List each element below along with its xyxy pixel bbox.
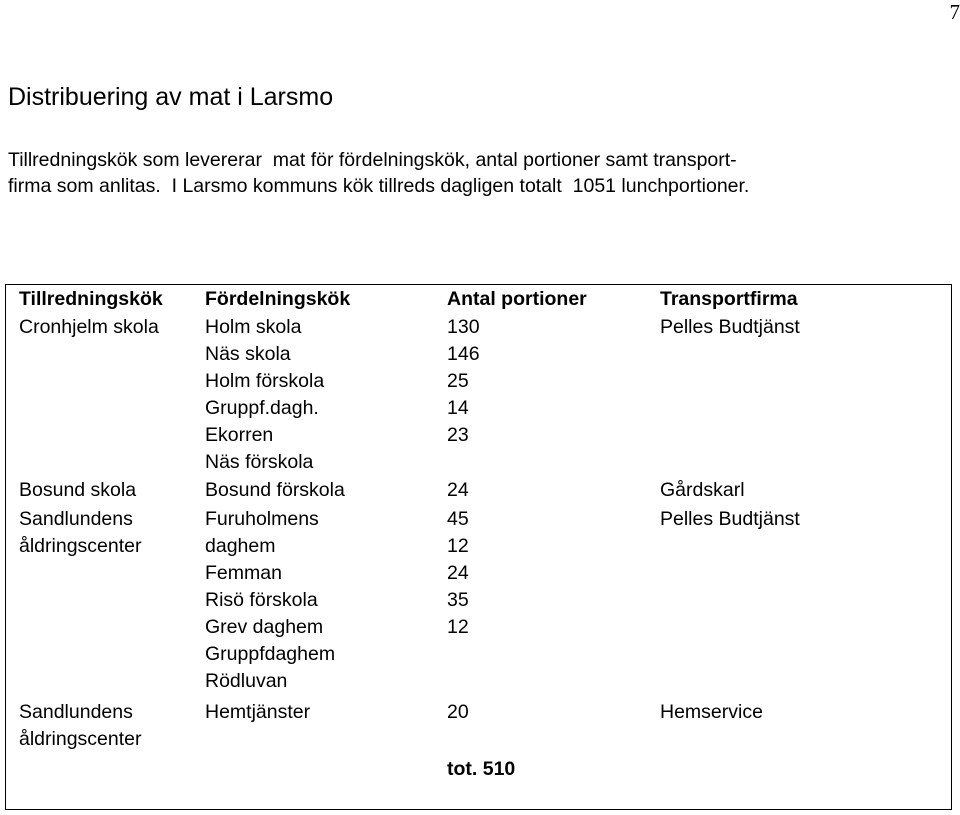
distribution-kitchen: Femman [205,562,282,584]
distribution-kitchen: Holm förskola [205,370,325,392]
row3-portions [447,506,469,641]
row1-transport [660,314,800,341]
kitchen-name: Sandlundens [19,508,133,530]
row4-distribution [205,699,310,726]
distribution-kitchen: Gruppfdaghem [205,643,336,665]
distribution-table [5,284,952,810]
portion-count: 20 [447,701,469,723]
header-transportfirma: Transportfirma [660,288,798,310]
row2-kitchen [19,477,136,504]
distribution-kitchen: Grev daghem [205,616,324,638]
distribution-kitchen: daghem [205,535,276,557]
kitchen-name: åldringscenter [19,535,142,557]
row4-portions [447,699,469,726]
page-number: 7 [949,0,960,24]
header-fordelningskok: Fördelningskök [205,288,351,310]
portion-count: 12 [447,616,469,638]
kitchen-name: åldringscenter [19,728,142,750]
row4-kitchen [19,699,141,753]
row3-transport [660,506,800,533]
distribution-kitchen: Hemtjänster [205,701,311,723]
row2-distribution [205,477,345,504]
distribution-kitchen: Risö förskola [205,589,318,611]
distribution-kitchen: Furuholmens [205,508,319,530]
row2-transport [660,477,745,504]
portion-count: 35 [447,589,469,611]
row1-portions [447,314,480,449]
row4-transport [660,699,763,726]
distribution-kitchen: Näs förskola [205,451,314,473]
distribution-kitchen: Ekorren [205,424,274,446]
distribution-kitchen: Bosund förskola [205,479,345,501]
header-tillredningskok: Tillredningskök [19,288,163,310]
transport-company: Pelles Budtjänst [660,508,800,530]
transport-company: Pelles Budtjänst [660,316,800,338]
portion-count: 24 [447,562,469,584]
portions-total: tot. 510 [447,758,516,780]
portion-count: 25 [447,370,469,392]
kitchen-name: Bosund skola [19,479,137,501]
row2-portions [447,477,469,504]
portion-count: 130 [447,316,480,338]
portion-count: 45 [447,508,469,530]
distribution-kitchen: Gruppf.dagh. [205,397,319,419]
transport-company: Gårdskarl [660,479,745,501]
document-heading: Distribuering av mat i Larsmo [8,83,334,111]
row1-kitchen [19,314,159,341]
transport-company: Hemservice [660,701,763,723]
distribution-kitchen: Näs skola [205,343,291,365]
kitchen-name: Cronhjelm skola [19,316,159,338]
portion-count: 24 [447,479,469,501]
portion-count: 12 [447,535,469,557]
portion-count: 14 [447,397,469,419]
kitchen-name: Sandlundens [19,701,133,723]
row3-distribution [205,506,335,695]
distribution-kitchen: Holm skola [205,316,302,338]
portion-count: 23 [447,424,469,446]
intro-line-2: firma som anlitas. I Larsmo kommuns kök tillreds dagligen totalt 1051 lunchportioner. [8,175,750,197]
row1-distribution [205,314,324,476]
distribution-kitchen: Rödluvan [205,670,288,692]
portion-count: 146 [447,343,480,365]
intro-line-1: Tillredningskök som levererar mat för fördelningskök, antal portioner samt transport- [8,149,737,171]
header-antal-portioner: Antal portioner [447,288,587,310]
row3-kitchen [19,506,141,560]
